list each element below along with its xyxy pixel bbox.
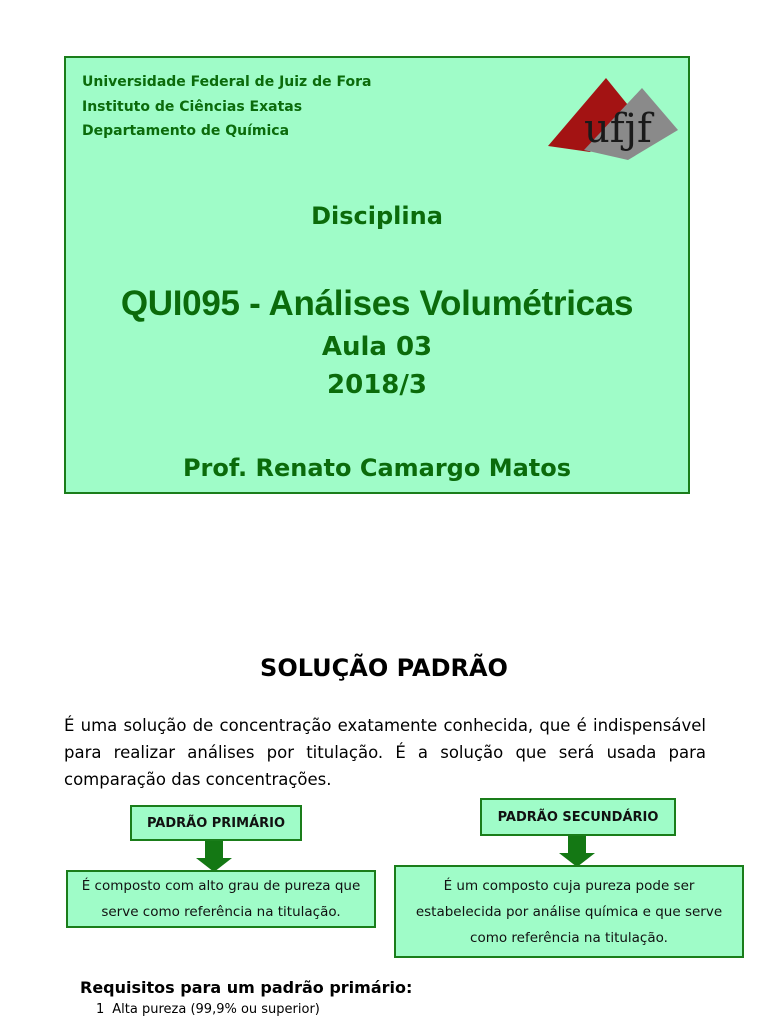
primary-standard-label: PADRÃO PRIMÁRIO (130, 805, 302, 841)
university-name: Universidade Federal de Juiz de Fora (82, 74, 372, 90)
term: 2018/3 (327, 370, 427, 400)
section-paragraph: É uma solução de concentração exatamente conhecida, que é indispensável para realizar análises por titulação. É a solução que será usada para comparação das concentrações. (64, 716, 706, 789)
list-item-text: Alta pureza (99,9% ou superior) (112, 1002, 320, 1017)
logo-text: ufjf (584, 106, 652, 152)
list-item-number: 1 (96, 1002, 105, 1017)
requirements-list (96, 1002, 320, 1017)
ufjf-logo (544, 68, 682, 168)
primary-standard-description: É composto com alto grau de pureza que serve como referência na titulação. (66, 870, 376, 928)
secondary-arrow-icon (557, 836, 597, 868)
primary-arrow-icon (194, 841, 234, 873)
department-name: Departamento de Química (82, 123, 290, 139)
institution-block (82, 70, 371, 144)
course-title: QUI095 - Análises Volumétricas (120, 284, 634, 323)
secondary-standard-label: PADRÃO SECUNDÁRIO (480, 798, 676, 836)
secondary-standard-description: É um composto cuja pureza pode ser estabelecida por análise química e que serve como referência na titulação. (394, 865, 744, 958)
lesson-number: Aula 03 (321, 332, 433, 362)
professor-name: Prof. Renato Camargo Matos (182, 454, 572, 482)
section-title: SOLUÇÃO PADRÃO (260, 654, 508, 682)
title-slide (64, 56, 690, 494)
requirements-title: Requisitos para um padrão primário: (80, 978, 413, 997)
discipline-label: Disciplina (311, 202, 443, 230)
institute-name: Instituto de Ciências Exatas (82, 98, 303, 115)
list-item (96, 1002, 320, 1017)
